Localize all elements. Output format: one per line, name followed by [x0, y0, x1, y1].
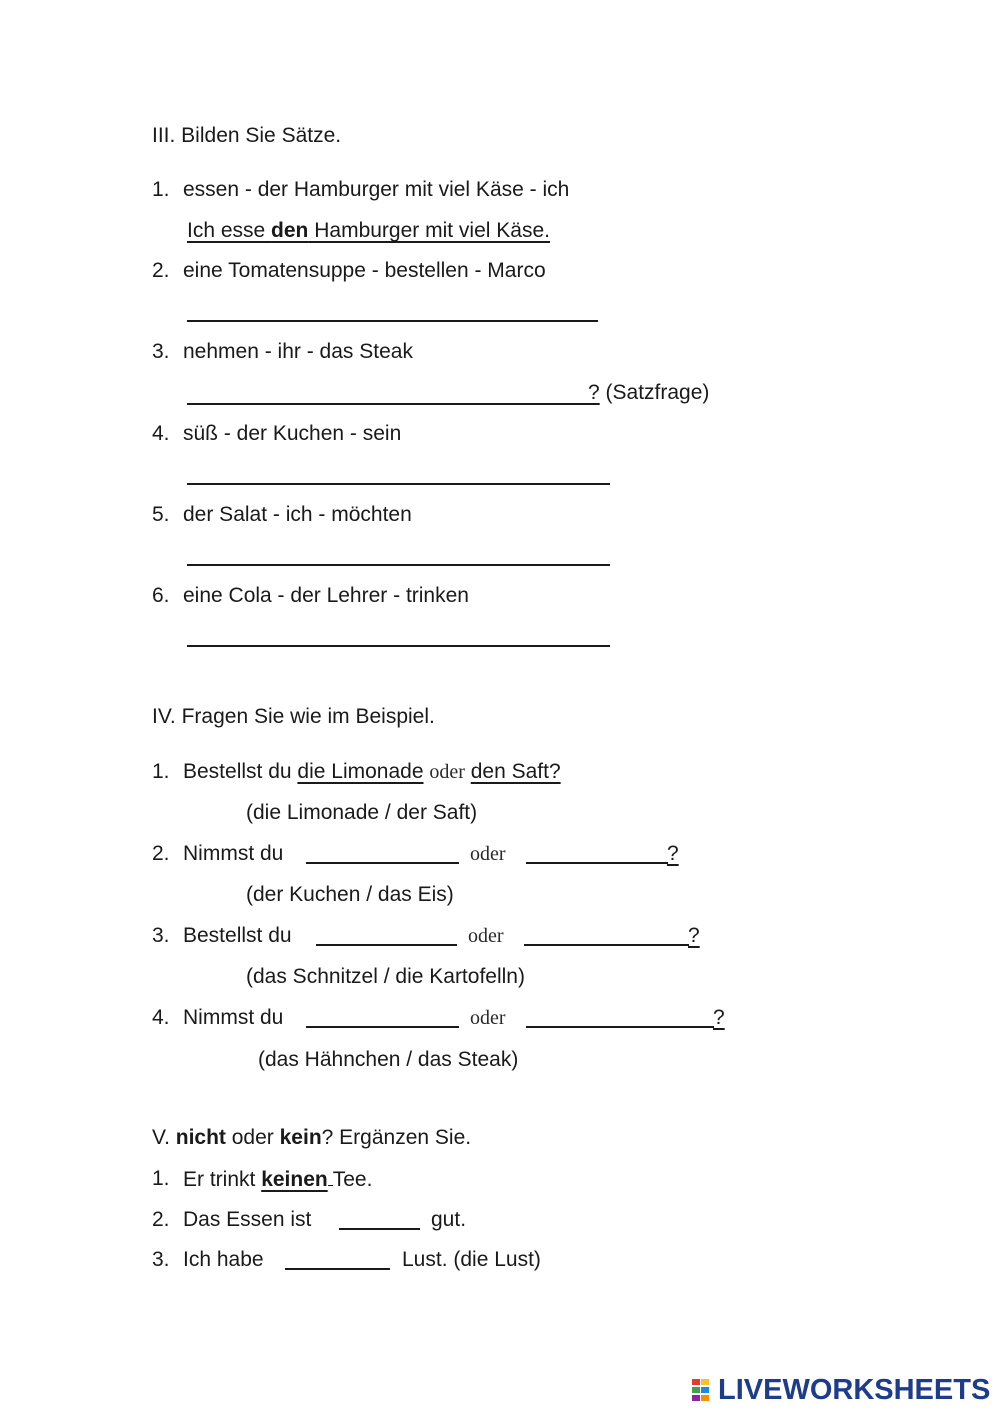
- item-prompt: eine Cola - der Lehrer - trinken: [183, 584, 469, 607]
- item-number: 2.: [152, 1208, 170, 1231]
- answer-line[interactable]: [187, 564, 610, 566]
- item-number: 5.: [152, 503, 170, 526]
- item-hint: (die Limonade / der Saft): [246, 801, 478, 824]
- section-iv-heading: IV. Fragen Sie wie im Beispiel.: [152, 705, 435, 728]
- example-sentence: Er trinkt keinen Tee.: [183, 1168, 373, 1191]
- item-hint: (der Kuchen / das Eis): [246, 883, 454, 906]
- answer-blank-1[interactable]: [306, 1026, 459, 1028]
- answer-blank-2[interactable]: [524, 944, 689, 946]
- item-prompt: eine Tomatensuppe - bestellen - Marco: [183, 259, 546, 282]
- item-number: 4.: [152, 422, 170, 445]
- option-one: die Limonade: [297, 760, 424, 783]
- item-number: 3.: [152, 340, 170, 363]
- item-number: 2.: [152, 259, 170, 282]
- example-question: Bestellst du die Limonade oder den Saft?: [183, 760, 561, 783]
- item-prompt: essen - der Hamburger mit viel Käse - ich: [183, 178, 570, 201]
- section-iii-heading: III. Bilden Sie Sätze.: [152, 124, 342, 147]
- answer-bold-word: keinen: [261, 1168, 328, 1191]
- item-hint: (das Hähnchen / das Steak): [258, 1048, 519, 1071]
- item-number: 1.: [152, 1167, 170, 1190]
- answer-line[interactable]: [187, 320, 598, 322]
- answer-blank-1[interactable]: [306, 862, 459, 864]
- question-mark: ?: [667, 842, 679, 865]
- question-mark: ?: [713, 1006, 725, 1029]
- item-number: 6.: [152, 584, 170, 607]
- item-number: 4.: [152, 1006, 170, 1029]
- answer-blank[interactable]: [339, 1228, 420, 1230]
- option-two: den Saft?: [470, 760, 561, 783]
- logo-icon: [692, 1377, 714, 1403]
- answer-bold-word: den: [271, 219, 309, 242]
- liveworksheets-logo: [692, 1373, 991, 1406]
- oder-word: oder: [429, 761, 465, 783]
- item-number: 1.: [152, 760, 170, 783]
- oder-word: oder: [470, 1007, 506, 1029]
- logo-text: LIVEWORKSHEETS: [718, 1373, 991, 1406]
- answer-blank-2[interactable]: [526, 862, 668, 864]
- exercise-item-1: [152, 179, 170, 200]
- oder-word: oder: [470, 843, 506, 865]
- answer-line[interactable]: [187, 483, 610, 485]
- item-number: 1.: [152, 178, 170, 201]
- item-prompt: nehmen - ihr - das Steak: [183, 340, 413, 363]
- answer-line[interactable]: [187, 645, 610, 647]
- item-prompt: der Salat - ich - möchten: [183, 503, 412, 526]
- item-number: 3.: [152, 1248, 170, 1271]
- item-tail: Lust. (die Lust): [402, 1248, 541, 1271]
- item-lead: Bestellst du: [183, 924, 292, 947]
- item-number: 3.: [152, 924, 170, 947]
- item-lead: Ich habe: [183, 1248, 264, 1271]
- answer-line[interactable]: [187, 403, 598, 405]
- question-mark: ?: [688, 924, 700, 947]
- answer-blank[interactable]: [285, 1268, 390, 1270]
- section-v-heading: V. nicht oder kein? Ergänzen Sie.: [152, 1126, 472, 1149]
- question-mark-hint: ? (Satzfrage): [588, 381, 710, 404]
- item-tail: gut.: [431, 1208, 467, 1231]
- item-lead: Das Essen ist: [183, 1208, 312, 1231]
- example-answer: Ich esse den Hamburger mit viel Käse.: [187, 219, 550, 242]
- item-lead: Nimmst du: [183, 1006, 284, 1029]
- item-lead: Nimmst du: [183, 842, 284, 865]
- answer-blank-2[interactable]: [526, 1026, 714, 1028]
- oder-word: oder: [468, 925, 504, 947]
- item-prompt: süß - der Kuchen - sein: [183, 422, 402, 445]
- item-number: 2.: [152, 842, 170, 865]
- answer-blank-1[interactable]: [316, 944, 457, 946]
- item-hint: (das Schnitzel / die Kartofelln): [246, 965, 525, 988]
